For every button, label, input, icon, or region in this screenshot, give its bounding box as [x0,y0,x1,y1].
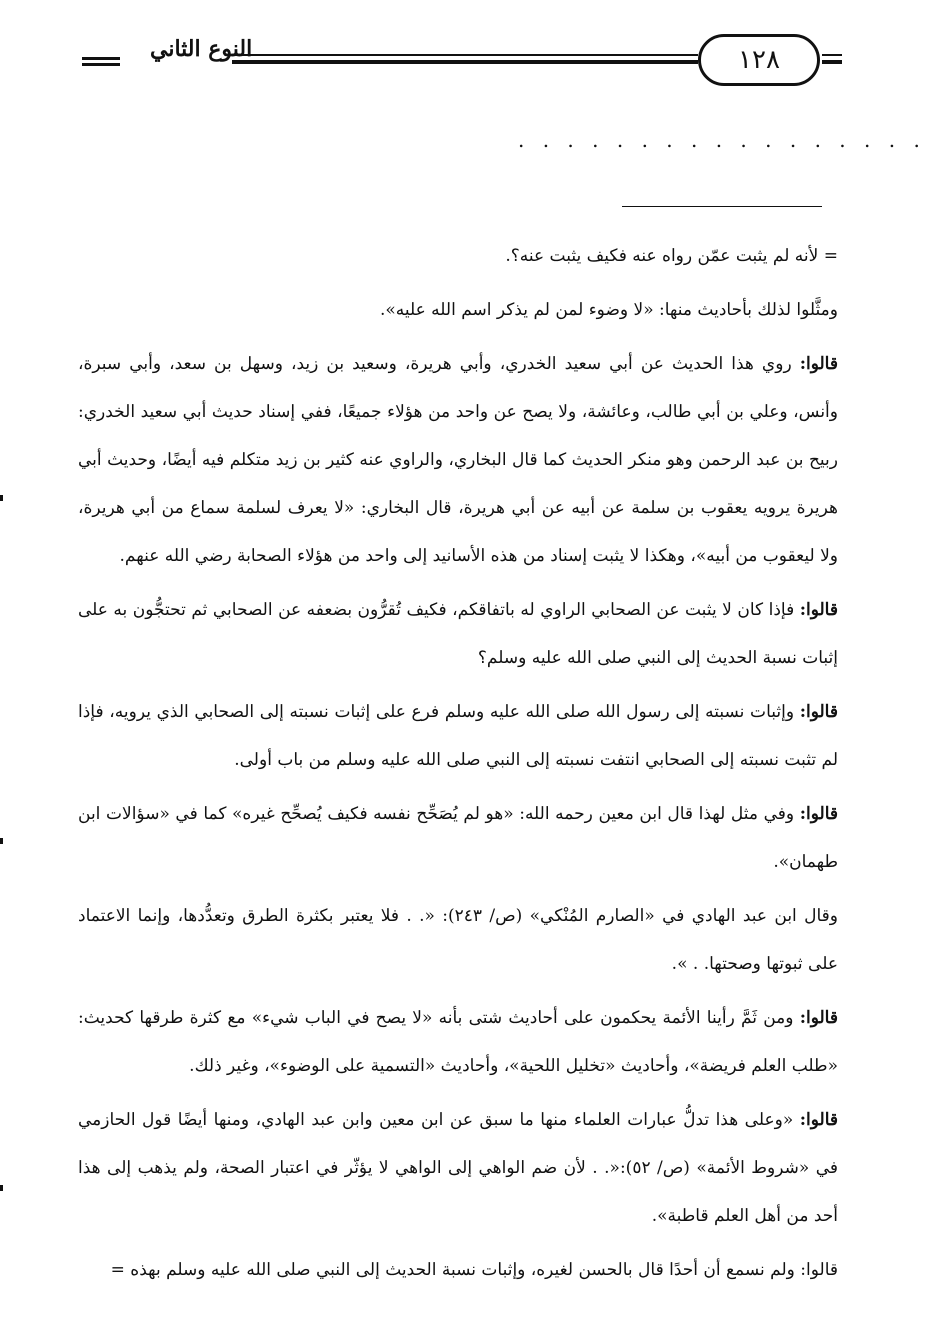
paragraph-text: وقال ابن عبد الهادي في «الصارم المُنْكي» (ص/ ٢٤٣): «. . فلا يعتبر بكثرة الطرق وتعدُّدها، وإنما الاعتماد على ثبوتها وصحتها. . ». [78,906,838,974]
paragraph [78,286,838,334]
separator-dots: . . . . . . . . . . . . . . . . . [518,128,926,152]
header-rule-thick [232,60,698,64]
paragraph [78,1096,838,1240]
section-title: النوع الثاني [150,36,253,62]
footnote-rule [622,206,822,207]
paragraph [78,994,838,1090]
header-rule-end [822,54,842,56]
paragraph-text: «وعلى هذا تدلُّ عبارات العلماء منها ما سبق عن ابن معين وابن عبد الهادي، ومنها أيضًا قول الحازمي في «شروط الأئمة» (ص/ ٥٢):«. . لأن ضم الواهي إلى الواهي لا يؤثّر في اعتبار الصحة، ولم يذهب إلى هذا أحد من أهل العلم قاطبة». [78,1110,838,1226]
paragraph [78,1246,838,1294]
header-rule-end-thick [822,60,842,64]
paragraph [78,340,838,580]
paragraph-label: قالوا: [799,354,838,374]
paragraph-label: قالوا: [799,1110,839,1130]
paragraph-text: روي هذا الحديث عن أبي سعيد الخدري، وأبي هريرة، وسعيد بن زيد، وسهل بن سعد، وأبي سبرة، وأنس، وعلي بن أبي طالب، وعائشة، ولا يصح عن واحد من هؤلاء جميعًا، ففي إسناد حديث أبي سعيد الخدري: ربيح بن عبد الرحمن وهو منكر الحديث كما قال البخاري، والراوي عنه كثير بن زيد متكلم فيه أيضًا، وحديث أبي هريرة يرويه يعقوب بن سلمة عن أبيه عن أبي هريرة، قال البخاري: «لا يعرف لسلمة سماع من أبي هريرة، ولا ليعقوب من أبيه»، وهكذا لا يثبت إسناد من هذه الأسانيد إلى واحد من هؤلاء الصحابة رضي الله عنهم. [78,354,839,566]
paragraph-label: قالوا: [799,804,839,824]
body-text [78,232,838,1300]
scan-edge-mark [0,1185,3,1191]
paragraph-label: قالوا: [799,702,838,722]
scan-edge-mark [0,838,3,844]
paragraph [78,232,838,280]
paragraph-text: = لأنه لم يثبت عمّن رواه عنه فكيف يثبت عنه؟. [505,246,838,266]
paragraph-label: قالوا: [799,600,838,620]
paragraph [78,892,838,988]
paragraph-text: فإذا كان لا يثبت عن الصحابي الراوي له باتفاقكم، فكيف تُقرُّون بضعفه عن الصحابي ثم تحتجُّون به على إثبات نسبة الحديث إلى النبي صلى الله عليه وسلم؟ [78,600,838,668]
paragraph-text: ومن ثَمَّ رأينا الأئمة يحكمون على أحاديث شتى بأنه «لا يصح في الباب شيء» مع كثرة طرقها كحديث: «طلب العلم فريضة»، وأحاديث «تخليل اللحية»، وأحاديث «التسمية على الوضوء»، وغير ذلك. [78,1008,838,1076]
paragraph [78,586,838,682]
paragraph-text: وفي مثل لهذا قال ابن معين رحمه الله: «هو لم يُصَحِّح نفسه فكيف يُصحِّح غيره» كما في «سؤالات ابن طهمان». [78,804,838,872]
page-number: ١٢٨ [698,34,820,86]
paragraph-text: وإثبات نسبته إلى رسول الله صلى الله عليه وسلم فرع على إثبات نسبته إلى الصحابي الذي يرويه، فإذا لم تثبت نسبته إلى الصحابي انتفت نسبته إلى النبي صلى الله عليه وسلم من باب أولى. [78,702,838,770]
header-dash [82,57,120,60]
paragraph-label: قالوا: [799,1008,838,1028]
paragraph [78,790,838,886]
scan-edge-mark [0,495,3,501]
paragraph-text: ومثَّلوا لذلك بأحاديث منها: «لا وضوء لمن لم يذكر اسم الله عليه». [379,300,838,320]
paragraph [78,688,838,784]
paragraph-text: قالوا: ولم نسمع أن أحدًا قال بالحسن لغيره، وإثبات نسبة الحديث إلى النبي صلى الله عليه وسلم بهذه = [110,1260,838,1280]
header-rule [232,54,698,56]
